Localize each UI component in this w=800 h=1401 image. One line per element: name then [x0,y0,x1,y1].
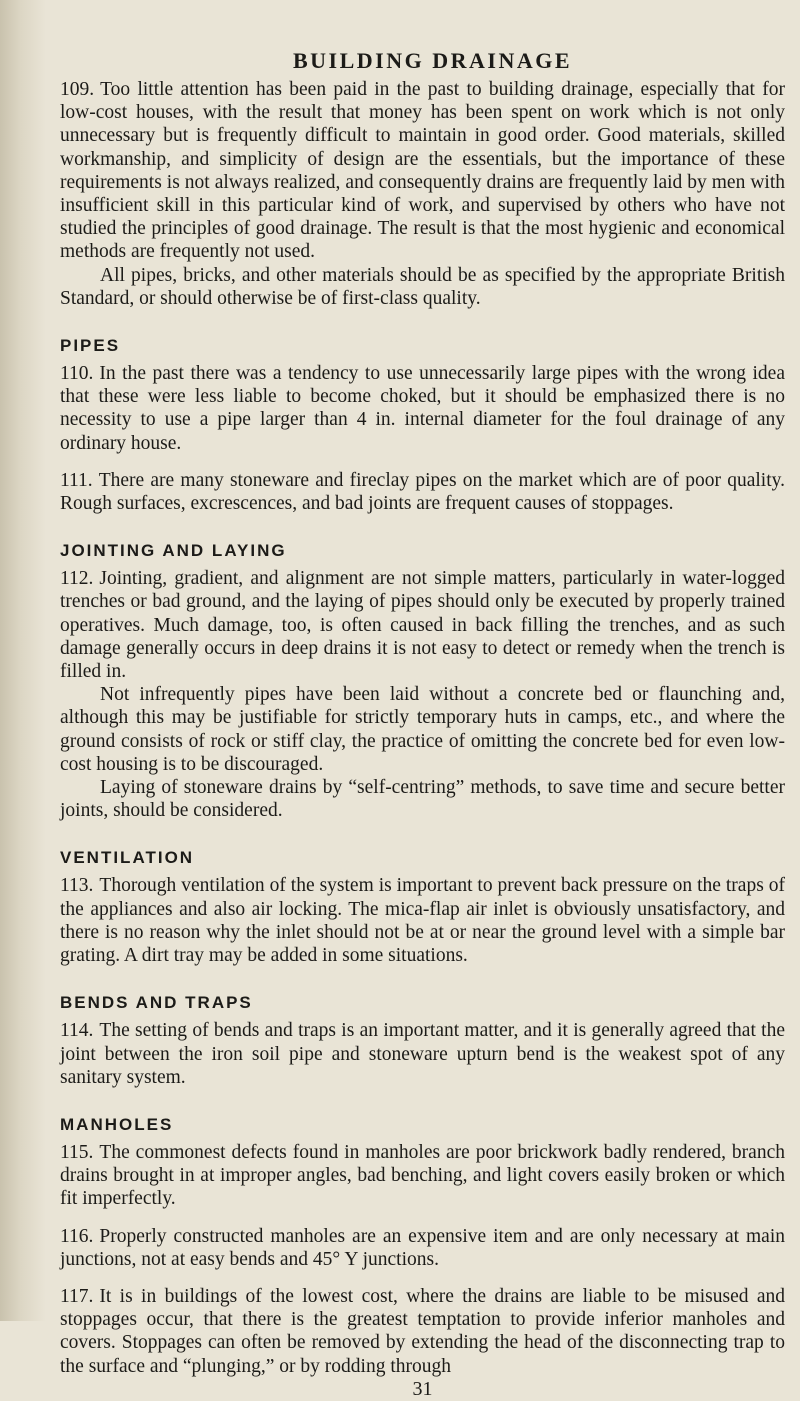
paragraph-number: 112. [60,568,94,590]
page-edge-shadow [0,0,46,1321]
paragraph-112-b: Not infrequently pipes have been laid without a concrete bed or flaunching and, although this may be justifiable for strictly temporary huts in camps, etc., and where the ground consists of rock or stiff clay, the practice of omitting the concrete bed for even low-cost housing is to be discouraged. [60,684,785,775]
paragraph-117 [60,1285,785,1378]
running-head: BUILDING DRAINAGE [292,48,573,73]
paragraph-109-continued: All pipes, bricks, and other materials should be as specified by the appropriate British Standard, or should otherwise be of first-class quality. [60,264,785,309]
paragraph-text: In the past there was a tendency to use unnecessarily large pipes with the wrong idea that these were less liable to become choked, but it should be emphasized there is no necessity to use a pipe larger than 4 in. internal diameter for the foul drainage of any ordinary house. [60,363,785,454]
paragraph-110 [60,362,785,455]
section-heading-jointing: JOINTING AND LAYING [60,541,287,561]
paragraph-text: Thorough ventilation of the system is important to prevent back pressure on the traps of the appliances and also air locking. The mica-flap air inlet is obviously unsatisfactory, and there is no reason why the inlet should not be at or near the ground level with a simple bar grating. A dirt tray may be added in some situations. [60,875,785,967]
paragraph-text: There are many stoneware and fireclay pipes on the market which are of poor quality. Rough surfaces, excrescences, and bad joints are frequent causes of stoppages. [60,469,785,515]
paragraph-number: 113. [60,875,94,897]
paragraph-number: 111. [60,469,93,491]
paragraph-111 [60,469,785,515]
paragraph-number: 114. [60,1020,94,1042]
section-heading-bends-traps: BENDS AND TRAPS [60,993,253,1013]
section-heading-manholes: MANHOLES [60,1114,174,1134]
paragraph-112-c: Laying of stoneware drains by “self-centring” methods, to save time and secure better joints, should be considered. [60,777,785,822]
section-heading-ventilation: VENTILATION [60,848,195,868]
paragraph-text: Jointing, gradient, and alignment are not simple matters, particularly in water-logged trenches or bad ground, and the laying of pipes should only be executed by properly trained operatives. Much damage, too, is often caused in back filling the trenches, and as such damage generally occurs in deep drains it is not easy to detect or remedy when the trench is filled in. [60,568,785,683]
page-content [60,48,785,1401]
page-number: 31 [412,1377,433,1400]
paragraph-112 [60,567,785,683]
paragraph-109 [60,78,785,264]
paragraph-number: 116. [60,1225,94,1247]
paragraph-text: The commonest defects found in manholes are poor brickwork badly rendered, branch drains brought in at improper angles, bad benching, and light covers easily broken or which fit imperfectly. [60,1141,785,1210]
paragraph-text: It is in buildings of the lowest cost, where the drains are liable to be misused and stoppages occur, that there is the greatest temptation to provide inferior manholes and covers. Stoppages can often be removed by extending the head of the disconnecting trap to the surface and “plunging,” or by rodding through [60,1285,785,1377]
section-heading-pipes: PIPES [60,336,121,356]
paragraph-114 [60,1019,785,1089]
paragraph-115 [60,1141,785,1211]
paragraph-number: 115. [60,1141,94,1163]
paragraph-113 [60,874,785,967]
paragraph-text: Too little attention has been paid in the past to building drainage, especially that for low-cost houses, with the result that money has been spent on work which is not only unnecessary but is frequently difficult to maintain in good order. Good materials, skilled workmanship, and simplicity of design are the essentials, but the importance of these requirements is not always realized, and consequently drains are frequently laid by men with insufficient skill in this particular kind of work, and supervised by others who have not studied the principles of good drainage. The result is that the most hygienic and economical methods are frequently not used. [60,79,785,263]
paragraph-116 [60,1225,785,1271]
paragraph-number: 110. [60,363,94,385]
paragraph-text: The setting of bends and traps is an important matter, and it is generally agreed that the joint between the iron soil pipe and stoneware upturn bend is the weakest spot of any sanitary system. [60,1020,785,1088]
paragraph-number: 117. [60,1285,94,1307]
paragraph-number: 109. [60,79,95,100]
paragraph-text: Properly constructed manholes are an expensive item and are only necessary at main junctions, not at easy bends and 45° Y junctions. [60,1225,785,1270]
